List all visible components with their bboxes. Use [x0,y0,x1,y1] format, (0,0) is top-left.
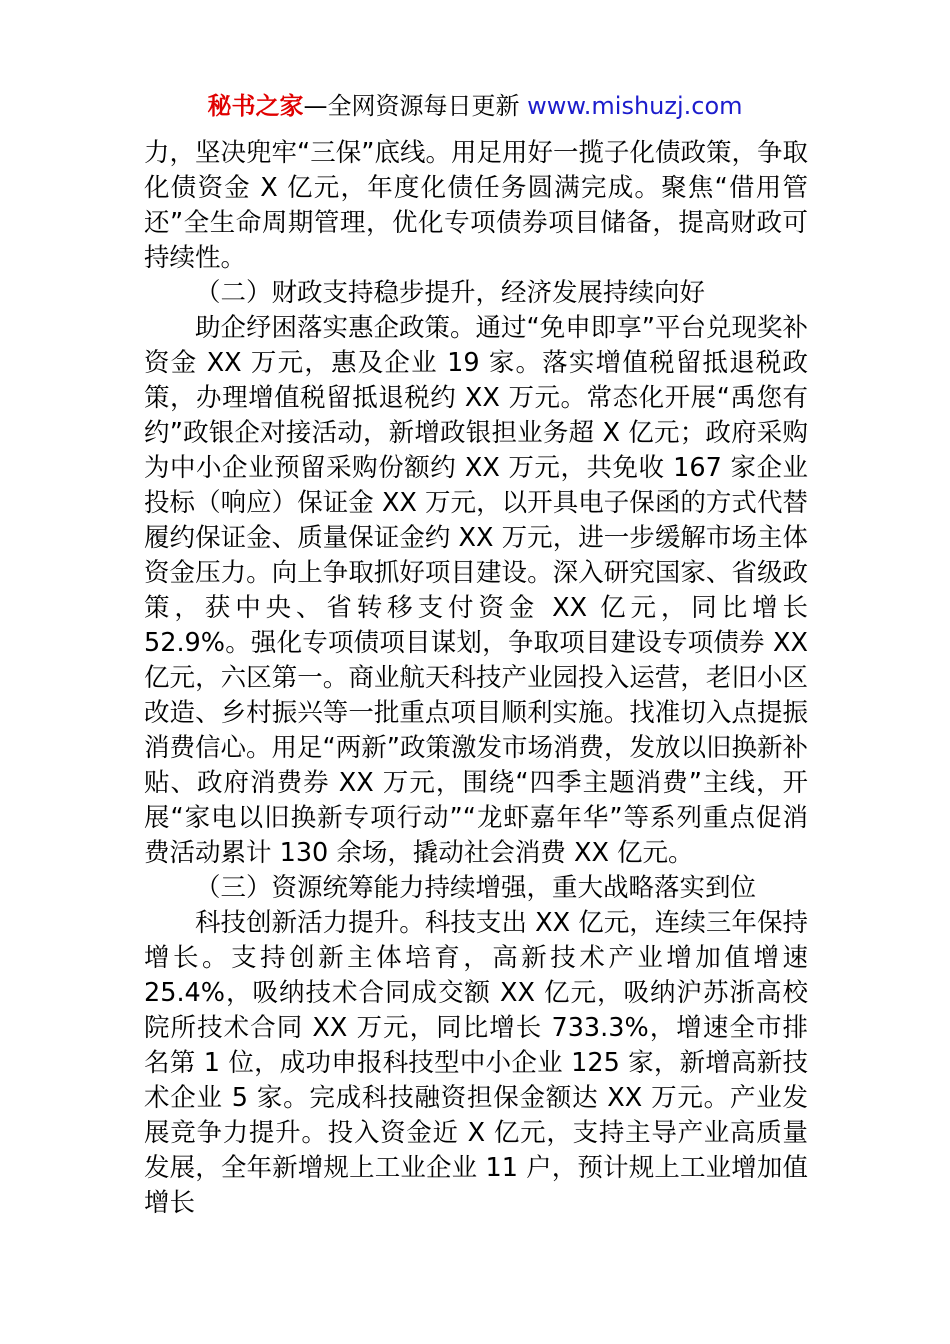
section-heading-3: （三）资源统筹能力持续增强，重大战略落实到位 [195,873,757,903]
document-body [144,136,808,1221]
paragraph-fiscal-support: 助企纾困落实惠企政策。通过“免申即享”平台兑现奖补资金 XX 万元，惠及企业 19 家。落实增值税留抵退税政策，办理增值税留抵退税约 XX 万元。常态化开展“禹您有约”政银企对接活动，新增政银担业务超 X 亿元；政府采购为中小企业预留采购份额约 XX 万元，共免收 167 家企业投标（响应）保证金 XX 万元，以开具电子保函的方式代替履约保证金、质量保证金约 XX 万元，进一步缓解市场主体资金压力。向上争取抓好项目建设。深入研究国家、省级政策，获中央、省转移支付资金 XX 亿元，同比增长 52.9%。强化专项债项目谋划，争取项目建设专项债券 XX 亿元，六区第一。商业航天科技产业园投入运营，老旧小区改造、乡村振兴等一批重点项目顺利实施。找准切入点提振消费信心。用足“两新”政策激发市场消费，发放以旧换新补贴、政府消费券 XX 万元，围绕“四季主题消费”主线，开展“家电以旧换新专项行动”“龙虾嘉年华”等系列重点促消费活动累计 130 余场，撬动社会消费 XX 亿元。 [144,313,808,868]
paragraph-resource-coordination: 科技创新活力提升。科技支出 XX 亿元，连续三年保持增长。支持创新主体培育，高新技术产业增加值增速 25.4%，吸纳技术合同成交额 XX 亿元，吸纳沪苏浙高校院所技术合同 XX 万元，同比增长 733.3%，增速全市排名第 1 位，成功申报科技型中小企业 125 家，新增高新技术企业 5 家。完成科技融资担保金额达 XX 万元。产业发展竞争力提升。投入资金近 X 亿元，支持主导产业高质量发展，全年新增规上工业企业 11 户，预计规上工业增加值增长 [144,908,808,1218]
page-header [0,90,950,122]
section-heading-2: （二）财政支持稳步提升，经济发展持续向好 [195,278,706,308]
paragraph-continuation: 力，坚决兜牢“三保”底线。用足用好一揽子化债政策，争取化债资金 X 亿元，年度化债任务圆满完成。聚焦“借用管还”全生命周期管理，优化专项债券项目储备，提高财政可持续性。 [144,138,808,273]
header-tagline: —全网资源每日更新 [303,92,520,120]
site-url-link[interactable]: www.mishuzj.com [527,92,743,120]
site-brand: 秘书之家 [207,92,304,120]
